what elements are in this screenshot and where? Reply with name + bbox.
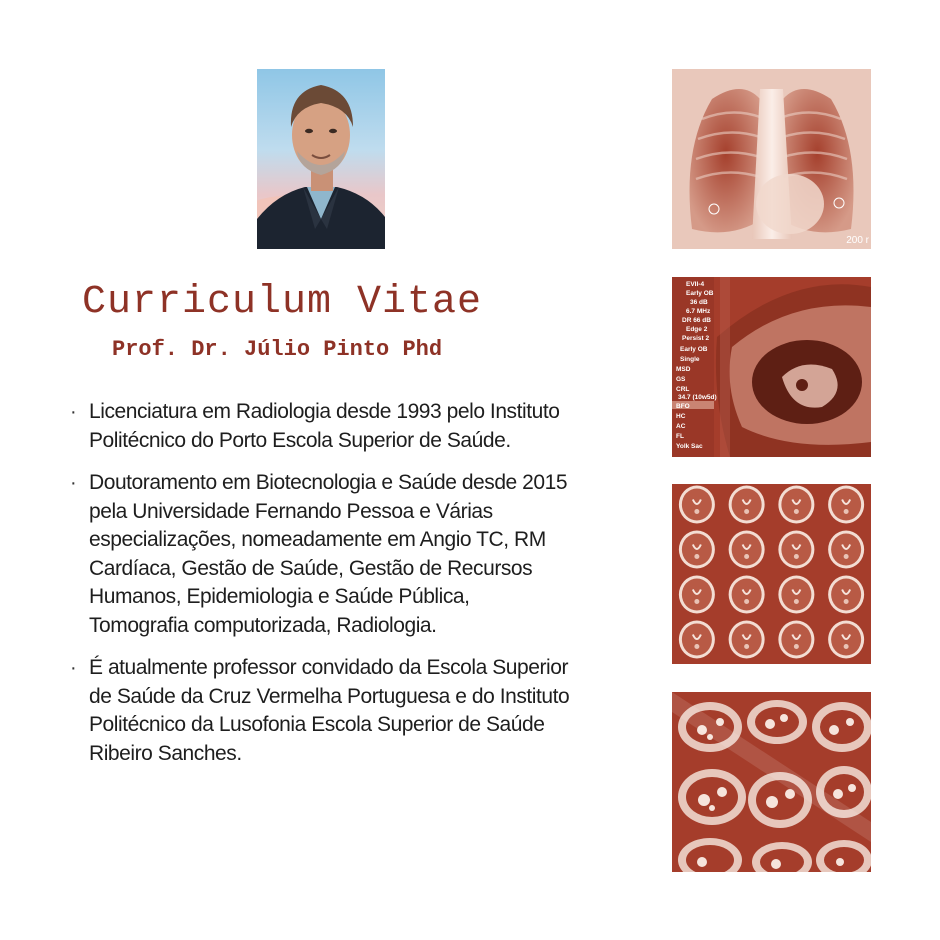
author-name: Prof. Dr. Júlio Pinto Phd (112, 337, 443, 362)
bullet-text: Licenciatura em Radiologia desde 1993 pelo Instituto Politécnico do Porto Escola Superior de Saúde. (89, 400, 560, 452)
us-label: AC (676, 423, 686, 430)
us-label: 36 dB (690, 299, 708, 306)
list-item (70, 398, 570, 455)
bullet-marker: · (70, 472, 77, 494)
cv-bullet-list (70, 398, 570, 782)
list-item (70, 469, 570, 640)
chest-xray-image (672, 69, 871, 249)
xray-scale-label: 200 r (846, 235, 869, 246)
list-item (70, 654, 570, 768)
ultrasound-image (672, 277, 871, 457)
us-label: Single (680, 356, 700, 363)
us-label: EVII-4 (686, 281, 705, 288)
us-label: Persist 2 (682, 335, 710, 342)
bullet-marker: · (70, 401, 77, 423)
us-label: GS (676, 376, 686, 383)
us-label: 34.7 (10w5d) (678, 394, 717, 401)
us-label: Edge 2 (686, 326, 708, 333)
us-label: Yolk Sac (676, 443, 703, 450)
bullet-text: É atualmente professor convidado da Escola Superior de Saúde da Cruz Vermelha Portuguesa e do Instituto Politécnico da Lusofonia Escola Superior de Saúde Ribeiro Sanches. (89, 656, 570, 765)
bullet-text: Doutoramento em Biotecnologia e Saúde desde 2015 pela Universidade Fernando Pessoa e Várias especializações, nomeadamente em Angio TC, RM Cardíaca, Gestão de Saúde, Gestão de Recursos Humanos, Epidemiologia e Saúde Pública, Tomografia computorizada, Radiologia. (89, 471, 568, 637)
us-label: MSD (676, 366, 691, 373)
us-label: BFO (676, 403, 690, 410)
profile-photo (257, 69, 385, 249)
ct-abdomen-image (672, 692, 871, 872)
us-label: FL (676, 433, 684, 440)
us-label: 6.7 MHz (686, 308, 711, 315)
us-label: Early OB (680, 346, 708, 353)
page-title: Curriculum Vitae (82, 280, 483, 325)
bullet-marker: · (70, 657, 77, 679)
us-label: CRL (676, 386, 690, 393)
us-label: HC (676, 413, 686, 420)
ct-head-grid-image (672, 484, 871, 664)
us-label: Early OB (686, 290, 714, 297)
us-label: DR 66 dB (682, 317, 711, 324)
